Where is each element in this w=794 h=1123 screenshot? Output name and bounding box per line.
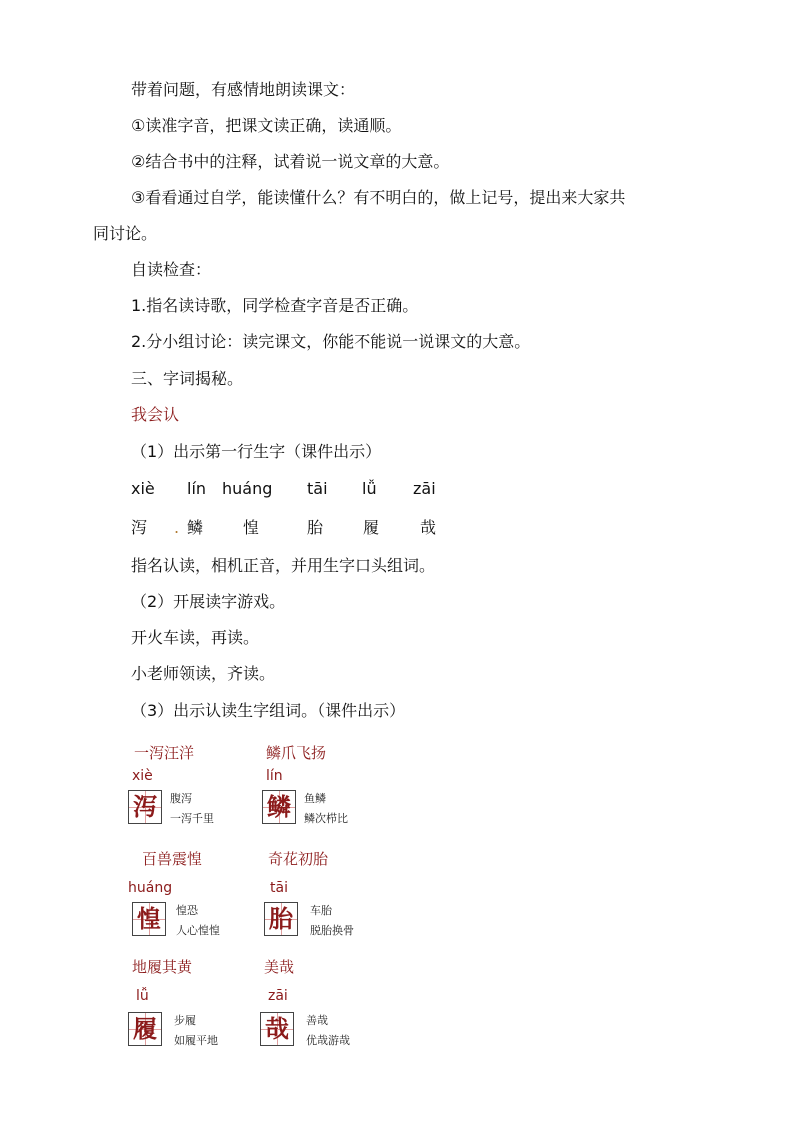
card-word-2: 脱胎换骨 xyxy=(310,924,354,937)
step-3-line-2: 同讨论。 xyxy=(93,224,158,243)
card-word-1: 鱼鳞 xyxy=(304,792,326,805)
card-pinyin: lǚ xyxy=(136,988,149,1004)
intro-line: 带着问题，有感情地朗读课文： xyxy=(131,80,356,99)
char-box xyxy=(128,1012,162,1046)
check-title: 自读检查： xyxy=(131,260,212,279)
card-pinyin: tāi xyxy=(270,880,288,896)
check-item-1: 1.指名读诗歌，同学检查字音是否正确。 xyxy=(131,296,419,315)
card-pinyin: huáng xyxy=(128,880,173,896)
teacher-reading: 小老师领读，齐读。 xyxy=(131,664,276,683)
show-2: （2）开展读字游戏。 xyxy=(131,592,286,611)
wohuiren-label: 我会认 xyxy=(131,405,180,424)
card-word-2: 人心惶惶 xyxy=(176,924,220,937)
card-word-1: 步履 xyxy=(174,1014,196,1027)
card-char: 哉 xyxy=(265,1014,289,1043)
step-1: ①读准字音，把课文读正确，读通顺。 xyxy=(131,116,402,135)
card-pinyin: xiè xyxy=(132,768,153,784)
card-word-2: 一泻千里 xyxy=(170,812,214,825)
check-item-2: 2.分小组讨论：读完课文，你能不能说一说课文的大意。 xyxy=(131,332,531,351)
pinyin-5: lǚ xyxy=(362,479,377,498)
hanzi-4: 胎 xyxy=(307,518,324,537)
pinyin-3: huáng xyxy=(222,479,273,498)
hanzi-1: 泻 xyxy=(131,518,148,537)
card-pinyin: lín xyxy=(266,768,283,784)
card-char: 履 xyxy=(133,1014,157,1043)
pinyin-2: lín xyxy=(187,479,207,498)
card-phrase: 地履其黄 xyxy=(132,958,193,976)
pinyin-4: tāi xyxy=(307,479,328,498)
stray-dot: . xyxy=(174,518,180,537)
pinyin-6: zāi xyxy=(413,479,436,498)
pinyin-1: xiè xyxy=(131,479,155,498)
card-phrase: 一泻汪洋 xyxy=(134,744,195,762)
card-word-2: 优哉游哉 xyxy=(306,1034,350,1047)
card-word-1: 腹泻 xyxy=(170,792,192,805)
card-word-1: 车胎 xyxy=(310,904,332,917)
card-char: 鳞 xyxy=(267,792,291,821)
hanzi-5: 履 xyxy=(363,518,380,537)
card-pinyin: zāi xyxy=(268,988,288,1004)
card-char: 泻 xyxy=(133,792,157,821)
hanzi-2: 鳞 xyxy=(187,518,204,537)
read-note: 指名认读，相机正音，并用生字口头组词。 xyxy=(131,556,436,575)
char-box xyxy=(128,790,162,824)
card-char: 惶 xyxy=(137,904,161,933)
card-phrase: 鳞爪飞扬 xyxy=(266,744,327,762)
hanzi-6: 哉 xyxy=(420,518,437,537)
section-3-heading: 三、字词揭秘。 xyxy=(131,369,244,388)
card-phrase: 美哉 xyxy=(264,958,295,976)
card-word-2: 如履平地 xyxy=(174,1034,218,1047)
char-box xyxy=(262,790,296,824)
train-reading: 开火车读，再读。 xyxy=(131,628,260,647)
card-word-1: 善哉 xyxy=(306,1014,328,1027)
char-box xyxy=(132,902,166,936)
card-word-2: 鳞次栉比 xyxy=(304,812,348,825)
card-word-1: 惶恐 xyxy=(176,904,198,917)
char-box xyxy=(260,1012,294,1046)
hanzi-3: 惶 xyxy=(243,518,260,537)
show-1: （1）出示第一行生字（课件出示） xyxy=(131,442,382,461)
step-2: ②结合书中的注释，试着说一说文章的大意。 xyxy=(131,152,450,171)
card-phrase: 百兽震惶 xyxy=(142,850,203,868)
step-3-line-1: ③看看通过自学，能读懂什么？有不明白的，做上记号，提出来大家共 xyxy=(131,188,626,207)
show-3: （3）出示认读生字组词。（课件出示） xyxy=(131,701,406,720)
card-char: 胎 xyxy=(269,904,293,933)
char-box xyxy=(264,902,298,936)
card-phrase: 奇花初胎 xyxy=(268,850,329,868)
